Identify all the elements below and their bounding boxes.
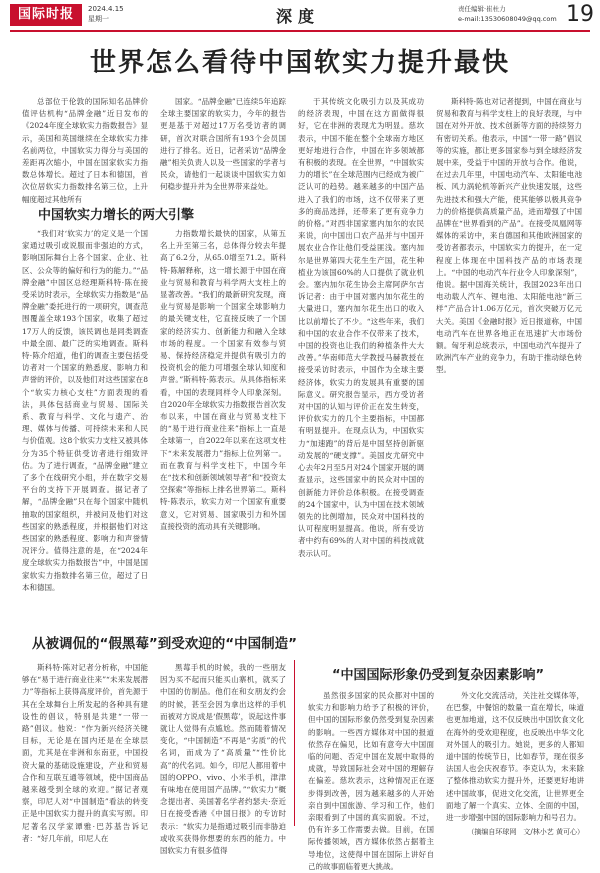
section1-column-1 bbox=[22, 228, 148, 620]
issue-weekday: 星期一 bbox=[88, 15, 109, 23]
section3-text-2: 外文化交流活动，关注社交媒体等，在巴黎，中餐馆的数量一直在增长，味道也更加地道，这不仅反映出中国饮食文化在海外的受欢迎程度，也反映出中华文化对外国人的吸引力。她说，更多的人都知道中国的传统节日，比如春节，现在很多法国人也会庆祝春节。李克认为，未来除了整体推动软实力提升外，还要更好地讲述中国故事，促进文化交流，让世界更全面地了解一个真实、立体、全面的中国，进一步增强中国的国际影响力和号召力。 bbox=[446, 691, 584, 823]
article-column-3 bbox=[298, 96, 424, 658]
section-name: 深度 bbox=[276, 7, 321, 26]
section2-column-2 bbox=[160, 662, 286, 856]
section1-column-2 bbox=[160, 228, 286, 620]
section2-heading: 从被调侃的“假黑莓”到受欢迎的“中国制造” bbox=[32, 636, 297, 652]
newspaper-logo: 国际时报 bbox=[10, 4, 82, 26]
header-divider bbox=[10, 30, 590, 32]
editor-email: e-mail:13530608049@qq.com bbox=[458, 15, 557, 23]
intro-text-1: 总部位于伦敦的国际知名品牌价值评估机构“品牌金融”近日发布的《2024年度全球软实力指数报告》显示，美国和英国继续在全球软实力排名前两位，中国软实力得分与美国的差距再次缩小，中国在国家软实力指数总体增长。超过了日本和德国，首次位居软实力指数排名第三位，上升幅度超过其他所有 bbox=[22, 97, 148, 204]
section1-heading: 中国软实力增长的两大引擎 bbox=[38, 208, 195, 223]
article-text-4: 斯科特·陈也对记者提到，中国在商业与贸易和教育与科学支柱上的良好表现，与中国在对外开放、技术创新等方面的持续努力有密切关系。他表示，中国“一带一路”倡议等的实施，都让更多国家参与到全球经济发展中来，受益于中国的开放与合作。他说，在过去几年里，中国电动汽车、太阳能电池板、风力涡轮机等新兴产业快速发展，这些先进技术和强大产能，使其能够以极具竞争力的价格提供高质量产品，进而增强了中国品牌在“世界看到的产品”。在接受凤凰网等媒体的采访中，来自德国和其他欧洲国家的受访者都表示，中国软实力的提升，在一定程度上体现在中国科技产品的市场表现上。“中国的电动汽车行业令人印象深刻”，他说。据中国海关统计，我国2023年出口电动载人汽车、锂电池、太阳能电池“新三样”产品合计1.06万亿元，首次突破万亿元大关。美国《金融时报》近日报道称，中国电动汽车在世界各地正在迅速扩大市场份额。匈牙利总统表示，中国电动汽车提升了欧洲汽车产业的竞争力，有助于推动绿色转型。 bbox=[436, 97, 582, 375]
article-credit: （摘编自环球网 文/林小艺 黄可心） bbox=[467, 828, 584, 837]
editor-block bbox=[458, 4, 557, 24]
issue-date: 2024.4.15 bbox=[88, 5, 124, 13]
section3-heading: “中国国际形象仍受到复杂因素影响” bbox=[332, 668, 545, 683]
section3-column-1 bbox=[308, 690, 434, 871]
section1-text-1: “我们对‘软实力’的定义是一个国家通过吸引或说服而非强迫的方式，影响国际舞台上各个国家、企业、社区、公众等的偏好和行为的能力。”“品牌金融”中国区总经理斯科特·陈在接受采访时表示，全球软实力指数是“品牌金融”委托进行的一项研究，调查范围覆盖全球193个国家，收集了超过17万人的反馈，该民调也是同类调查中最全面、最广泛的实地调查。斯科特·陈介绍道，他们的调查主要包括受访者对一个国家的熟悉度、影响力和声誉的评价，以及他们对这些国家在8个“软实力核心支柱”方面表现的看法，具体包括商业与贸易、国际关系、教育与科学、文化与遗产、治理、媒体与传播、可持续未来和人民与价值观。这8个软实力支柱又被具体分为35个特征供受访者进行细致评估。为了进行调查，“品牌金融”建立了多个在线研究小组，并在数字交易平台的支持下开展调查。据记者了解，“品牌金融”只在每个国家中随机抽取的国家组织，并被问及他们对这些国家的熟悉程度，并根据他们对这些国家的熟悉程度、影响力和声誉情况评分。值得注意的是，在“2024年度全球软实力指数报告”中，中国是国家软实力指数排名第三位，超过了日本和德国。 bbox=[22, 229, 148, 592]
article-column-4 bbox=[436, 96, 582, 658]
article-text-3: 于其传统文化吸引力以及其成功的经济表现，中国在这方面做得很好，它在非洲的表现尤为明显。慈坎表示，中国不能在整个全球南方地区更好地进行合作，中国在许多领域都有积极的表现。在全世界，“中国软实力的增长”在全球范围内已经成为被广泛认可的趋势。越来越多的中国产品进入了我们的市场，这不仅带来了更多的商品选择，还带来了更有竞争力的价格。”对西非国家塞内加尔的农民来说，向中国出口农产品并与中国开展农业合作让他们受益匪浅。塞内加尔是世界第四大花生生产国，花生种植业为该国60%的人口提供了就业机会。塞内加尔花生协会主席阿萨尔吉诉记者：由于中国对塞内加尔花生的大量进口，塞内加尔花生出口的收入比以前增长了不少。“这些年来，我们和中国的农业合作不仅带来了技术，中国的投资也让我们的种植条件大大改善。”华南师范大学教授马赫教授在接受采访时表示，中国作为全球主要经济体，软实力的发展具有重要的国际意义。研究报告显示，西方受访者对中国的认知与评价正在发生转变，评价软实力的几个主要指标，中国都有明显提升。在现点认为，中国软实力“加速跑”的背后是中国坚持创新驱动发展的“硬支撑”。美国皮尤研究中心去年2月至5月对24个国家开展的调查显示，这些国家中的民众对中国的创新能力评价总体积极。在接受调查的24个国家中，认为中国在技术领域领先的比例增加，民众对中国科技的认可程度明显提高。他说，所有受访者中约有69%的人对中国的科技成就表示认可。 bbox=[298, 97, 424, 558]
section2-column-1 bbox=[22, 662, 148, 843]
section3-text-1: 虽然很多国家的民众都对中国的软实力和影响力给予了积极的评价，但中国的国际形象仍然受到复杂因素的影响。一些西方媒体对中国的报道依然存在偏见，比如有意夸大中国面临的问题、否定中国在发展中取得的成就，导致国际社会对中国的理解存在偏差。慈坎表示，这种情况正在逐步得到改善，因为越来越多的人开始亲自到中国旅游、学习和工作，他们亲眼看到了中国的真实面貌。不过，仍有许多工作需要去做。目前，在国际传播领域，西方媒体依然占据着主导地位，这使得中国在国际上讲好自己的故事面临着更大挑战。 bbox=[308, 691, 434, 871]
page-number: 19 bbox=[566, 2, 594, 27]
intro-column-1 bbox=[22, 96, 148, 204]
main-headline: 世界怎么看待中国软实力提升最快 bbox=[89, 48, 510, 78]
editor-name: 责任编辑·崔杜力 bbox=[458, 5, 506, 13]
column-divider bbox=[294, 660, 295, 826]
section2-text-2: 黑莓手机的时候，我的一些朋友因为买不起而只能买山寨机，就买了中国的仿制品。他们在和女朋友约会的时候，甚至会因为拿出这样的手机而被对方说成是‘假黑莓’，说起这件事就让人觉得有点尴尬。然而随着情况变化，“中国制造”不再是“劣质”的代名词，而成为了“高质量”“性价比高”的代名词。如今，印尼人都用着中国的OPPO、vivo、小米手机，津津有味地在使用国产品牌。”“软实力”概念提出者、美国著名学者约瑟夫·奈近日在接受香港《中国日报》的专访时表示：“软实力是指通过吸引而非胁迫或收买获得你想要的东西的能力。中国软实力有很多值得 bbox=[160, 663, 286, 856]
section1-text-2: 力指数增长最快的国家，从第五名上升至第三名，总体得分较去年提高了6.2分，从65.0增至71.2。斯科特·陈解释称，这一增长源于中国在商业与贸易和教育与科学两大支柱上的显著改善。“我们的最新研究发现，商业与贸易是影响一个国家全球影响力的最关键支柱，它直接反映了一个国家的经济实力、创新能力和融入全球市场的程度。一个国家有效参与贸易、保持经济稳定并提供有吸引力的投资机会的能力可增强全球认知度和声誉。”斯科特·陈表示。从具体指标来看，中国的表现同样令人印象深刻。自2020年全球软实力指数报告首次发布以来，中国在商业与贸易支柱下的“易于进行商业往来”指标上一直是全球第一，自2022年以来在这项支柱下“未来发展潜力”指标上位列第一。而在教育与科学支柱下，中国今年在“技术和创新领域领导者”和“投资太空探索”等指标上排名世界第二。斯科特·陈表示，软实力对一个国家有重要意义，它对贸易、国家吸引力和外国直接投资的流动具有关键影响。 bbox=[160, 229, 286, 531]
section3-column-2 bbox=[446, 690, 584, 837]
intro-text-2: 国家。“品牌金融”已连续5年追踪全球主要国家的软实力，今年的报告更是基于对超过17万名受访者的调研，首次对联合国所有193个会员国进行了排名。近日，记者采访“品牌金融”相关负责人以及一些国家的学者与民众，请他们一起谈谈中国软实力如何稳步提升并为全世界带来益处。 bbox=[160, 97, 286, 192]
issue-date-block bbox=[88, 4, 124, 24]
section2-text-1: 斯科特·陈对记者分析称，中国能够在“易于进行商业往来”“未来发展潜力”等指标上获得高度评价，首先源于其在全球舞台上所发起的各种具有建设性的倡议，特别是共建“一带一路”倡议。他说：“作为新兴经济关键目标，无论是在国内还是在全球层面，尤其是在非洲和东南亚，中国投资大量的基础设施建设，产业和贸易合作和互联互通等领域，使中国商品越来越受到全球的欢迎。”据记者观察，印尼人对“中国制造”看法的转变正是中国软实力提升的真实写照。印尼著名汉学家谭雅·巴苏基告诉记者：“好几年前，印尼人在 bbox=[22, 663, 148, 843]
masthead bbox=[0, 0, 600, 30]
intro-column-2 bbox=[160, 96, 286, 191]
